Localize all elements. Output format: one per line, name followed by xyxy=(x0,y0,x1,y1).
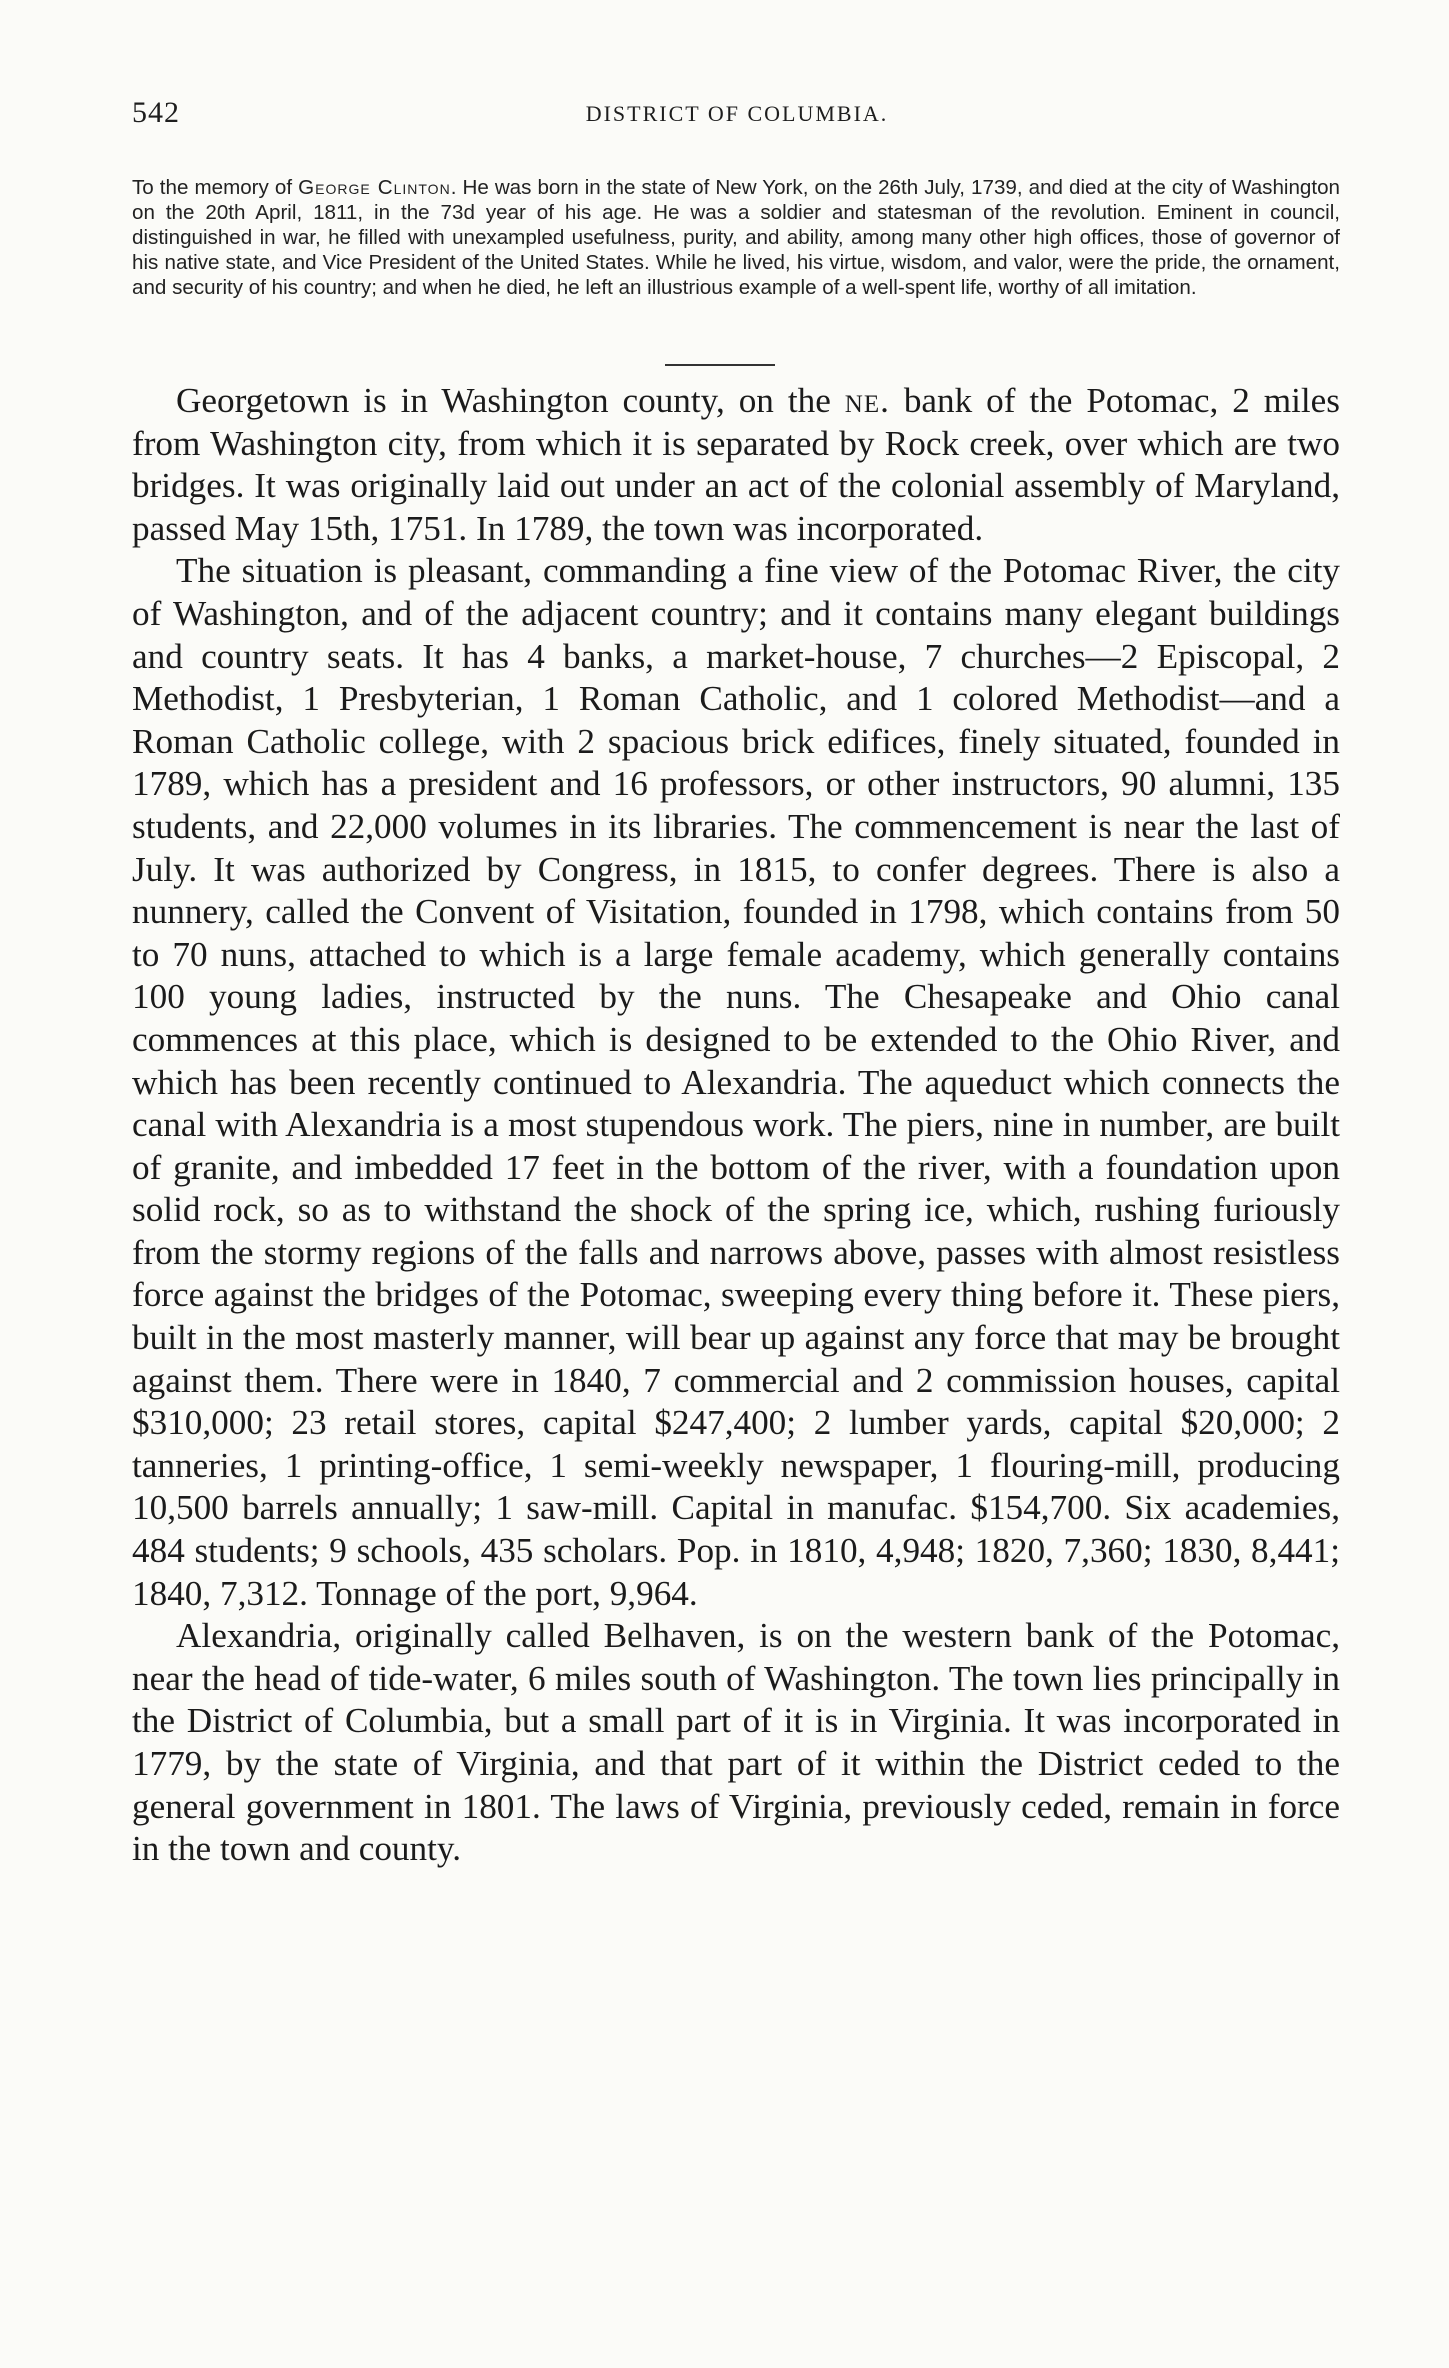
epitaph-inscription xyxy=(132,175,1340,300)
page-header xyxy=(132,96,1342,136)
direction-abbr: ne. xyxy=(844,381,890,420)
running-head: DISTRICT OF COLUMBIA. xyxy=(585,101,889,126)
paragraph-situation: The situation is pleasant, commanding a fine view of the Potomac River, the city of Washington, and of the adjacent country; and it contains many elegant buildings and country seats. It has 4 banks, a market-house, 7 churches—2 Episcopal, 2 Methodist, 1 Presbyterian, 1 Roman Catholic, and 1 colored Methodist—and a Roman Catholic college, with 2 spacious brick edifices, finely situated, founded in 1789, which has a president and 16 professors, or other instructors, 90 alumni, 135 students, and 22,000 volumes in its libraries. The commencement is near the last of July. It was authorized by Congress, in 1815, to confer degrees. There is also a nunnery, called the Convent of Visitation, founded in 1798, which contains from 50 to 70 nuns, attached to which is a large female academy, which generally contains 100 young ladies, instructed by the nuns. The Chesapeake and Ohio canal commences at this place, which is designed to be extended to the Ohio River, and which has been recently continued to Alexandria. The aqueduct which connects the canal with Alexandria is a most stupendous work. The piers, nine in number, are built of granite, and imbedded 17 feet in the bottom of the river, with a foundation upon solid rock, so as to withstand the shock of the spring ice, which, rushing furiously from the stormy regions of the falls and narrows above, passes with almost resistless force against the bridges of the Potomac, sweeping every thing before it. These piers, built in the most masterly manner, will bear up against any force that may be brought against them. There were in 1840, 7 commercial and 2 commission houses, capital $310,000; 23 retail stores, capital $247,400; 2 lumber yards, capital $20,000; 2 tanneries, 1 printing-office, 1 semi-weekly newspaper, 1 flouring-mill, producing 10,500 barrels annually; 1 saw-mill. Capital in manufac. $154,700. Six academies, 484 students; 9 schools, 435 scholars. Pop. in 1810, 4,948; 1820, 7,360; 1830, 8,441; 1840, 7,312. Tonnage of the port, 9,964. xyxy=(132,551,1340,1613)
paragraph-georgetown xyxy=(132,380,1340,550)
epitaph-prefix: To the memory of xyxy=(132,176,299,199)
georgetown-text-b: bank of the Potomac, 2 miles from Washington city, from which it is separated by Rock creek, over which are two bridges. It was originally laid out under an act of the colonial assembly of Maryland, passed May 15th, 1751. In 1789, the town was incorporated. xyxy=(132,381,1340,548)
epitaph-name: George Clinton xyxy=(298,176,451,199)
georgetown-text-a: Georgetown is in Washington county, on the xyxy=(176,381,845,420)
section-divider xyxy=(665,364,775,366)
paragraph-alexandria: Alexandria, originally called Belhaven, is on the western bank of the Potomac, near the head of tide-water, 6 miles south of Washington. The town lies principally in the District of Columbia, but a small part of it is in Virginia. It was incorporated in 1779, by the state of Virginia, and that part of it within the District ceded to the general government in 1801. The laws of Virginia, previously ceded, remain in force in the town and county. xyxy=(132,1616,1340,1869)
body-text xyxy=(132,380,1340,1871)
page-number: 542 xyxy=(132,96,180,129)
epitaph-text: . He was born in the state of New York, on the 26th July, 1739, and died at the city of Washington on the 20th April, 1811, in the 73d year of his age. He was a soldier and statesman of the revolution. Eminent in council, distinguished in war, he filled with unexampled usefulness, purity, and ability, among many other high offices, those of governor of his native state, and Vice President of the United States. While he lived, his virtue, wisdom, and valor, were the pride, the ornament, and security of his country; and when he died, he left an illustrious example of a well-spent life, worthy of all imitation. xyxy=(132,176,1341,299)
